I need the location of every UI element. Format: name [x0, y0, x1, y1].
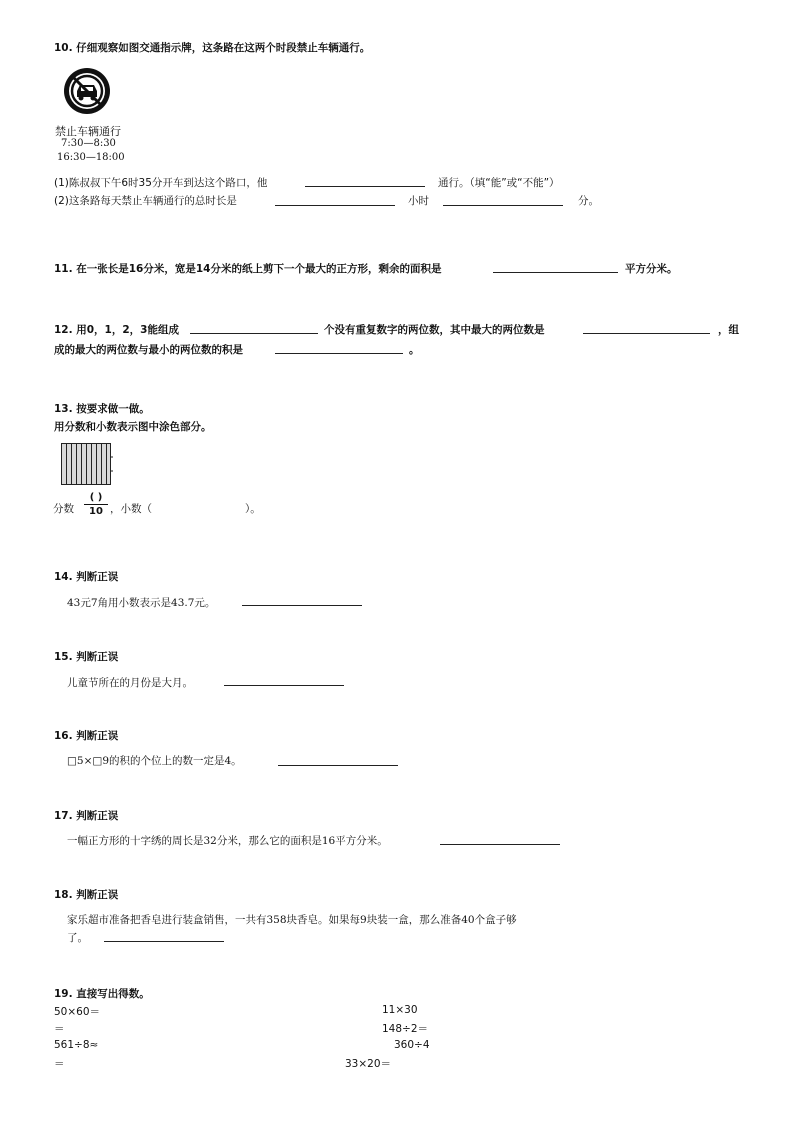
- q16-statement: □5×□9的积的个位上的数一定是4。: [67, 755, 242, 767]
- calc-equals-1: ＝: [54, 1023, 65, 1035]
- no-vehicles-sign-icon: [62, 66, 112, 116]
- q18-statement-line1: 家乐超市准备把香皂进行装盒销售，一共有358块香皂。如果每9块装一盒，那么准备40个盒子够: [67, 914, 517, 926]
- calc-360div4: 360÷4: [394, 1039, 430, 1051]
- q14-title: 14. 判断正误: [54, 571, 119, 583]
- decimal-label: ，小数（: [110, 503, 152, 515]
- q12-text-c: ，组: [718, 324, 739, 336]
- q12-text-d: 成的最大的两位数与最小的两位数的积是: [54, 344, 243, 356]
- q16-title: 16. 判断正误: [54, 730, 119, 742]
- q18-answer-blank[interactable]: [104, 941, 224, 942]
- q12-count-answer-blank[interactable]: [190, 333, 318, 334]
- q12-text-e: 。: [409, 344, 420, 356]
- q10-minutes-unit: 分。: [578, 195, 599, 207]
- q13-subtitle: 用分数和小数表示图中涂色部分。: [54, 421, 212, 433]
- fraction-numerator-blank[interactable]: ( ): [89, 492, 103, 503]
- q19-title: 19. 直接写出得数。: [54, 988, 150, 1000]
- q11-text: 11. 在一张长是16分米，宽是14分米的纸上剪下一个最大的正方形，剩余的面积是: [54, 263, 442, 275]
- q18-statement-line2: 了。: [67, 932, 88, 944]
- q15-title: 15. 判断正误: [54, 651, 119, 663]
- q10-part2-text: (2)这条路每天禁止车辆通行的总时长是: [54, 195, 237, 207]
- q12-product-answer-blank[interactable]: [275, 353, 403, 354]
- q11-tail: 平方分米。: [625, 263, 678, 275]
- q10-minutes-answer-blank[interactable]: [443, 205, 563, 206]
- q10-hours-unit: 小时: [408, 195, 429, 207]
- shaded-strips-figure: [61, 443, 113, 485]
- calc-148div2: 148÷2＝: [382, 1023, 429, 1035]
- decimal-close: ）。: [245, 503, 261, 515]
- q10-part1-tail: 通行。（填“能”或“不能”）: [438, 177, 560, 189]
- q10-hours-answer-blank[interactable]: [275, 205, 395, 206]
- fraction-display: [84, 492, 108, 517]
- calc-561div8: 561÷8≈: [54, 1039, 99, 1051]
- q17-title: 17. 判断正误: [54, 810, 119, 822]
- q12-text-a: 12. 用0，1，2，3能组成: [54, 324, 179, 336]
- q12-largest-answer-blank[interactable]: [583, 333, 710, 334]
- q17-answer-blank[interactable]: [440, 844, 560, 845]
- q10-title: 10. 仔细观察如图交通指示牌，这条路在这两个时段禁止车辆通行。: [54, 42, 371, 54]
- sign-time-afternoon: 16:30—18:00: [57, 152, 125, 163]
- fraction-bar: [84, 504, 108, 505]
- sign-time-morning: 7:30—8:30: [61, 138, 116, 149]
- q10-part1-answer-blank[interactable]: [305, 186, 425, 187]
- q12-text-b: 个没有重复数字的两位数，其中最大的两位数是: [324, 324, 545, 336]
- q15-answer-blank[interactable]: [224, 685, 344, 686]
- decimal-answer-area[interactable]: [165, 501, 240, 515]
- q14-answer-blank[interactable]: [242, 605, 362, 606]
- calc-33x20: 33×20＝: [345, 1058, 392, 1070]
- q18-title: 18. 判断正误: [54, 889, 119, 901]
- fraction-denominator: 10: [89, 506, 103, 517]
- q14-statement: 43元7角用小数表示是43.7元。: [67, 597, 216, 609]
- calc-equals-2: ＝: [54, 1058, 65, 1070]
- q15-statement: 儿童节所在的月份是大月。: [67, 677, 193, 689]
- calc-11x30: 11×30: [382, 1004, 418, 1016]
- q10-part1-text: (1)陈叔叔下午6时35分开车到达这个路口，他: [54, 177, 268, 189]
- q17-statement: 一幅正方形的十字绣的周长是32分米，那么它的面积是16平方分米。: [67, 835, 388, 847]
- q11-answer-blank[interactable]: [493, 272, 618, 273]
- q16-answer-blank[interactable]: [278, 765, 398, 766]
- calc-50x60: 50×60＝: [54, 1006, 101, 1018]
- q13-title: 13. 按要求做一做。: [54, 403, 150, 415]
- sign-caption: 禁止车辆通行: [55, 125, 121, 138]
- fraction-label: 分数: [53, 503, 74, 515]
